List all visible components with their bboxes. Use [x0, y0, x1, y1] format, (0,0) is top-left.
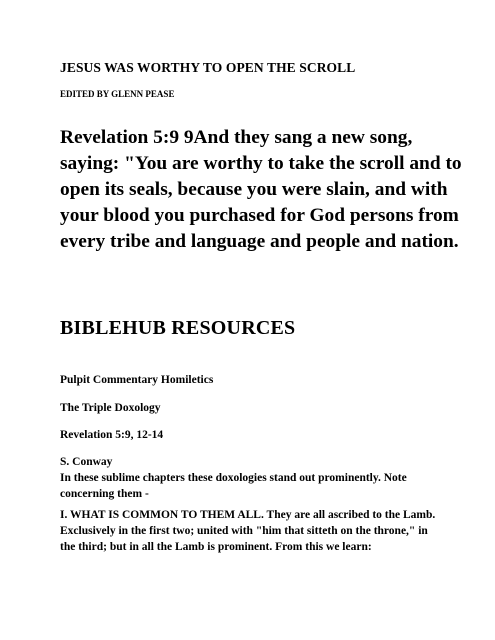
- intro-paragraph: [60, 470, 407, 502]
- sermon-topic: The Triple Doxology: [60, 402, 161, 414]
- verse-line: saying: "You are worthy to take the scroll and to: [60, 153, 462, 174]
- verse-line: every tribe and language and people and nation.: [60, 231, 459, 252]
- document-title: JESUS WAS WORTHY TO OPEN THE SCROLL: [60, 60, 356, 75]
- scripture-reference: Revelation 5:9, 12-14: [60, 429, 164, 441]
- paragraph-line: concerning them -: [60, 488, 149, 500]
- paragraph-line: I. WHAT IS COMMON TO THEM ALL. They are all ascribed to the Lamb.: [60, 509, 436, 521]
- editor-credit: EDITED BY GLENN PEASE: [60, 89, 175, 99]
- section-heading: BIBLEHUB RESOURCES: [60, 317, 296, 339]
- verse-line: open its seals, because you were slain, and with: [60, 179, 448, 200]
- paragraph-line: Exclusively in the first two; united with "him that sitteth on the throne," in: [60, 525, 428, 537]
- author-name: S. Conway: [60, 456, 113, 468]
- verse-line: your blood you purchased for God persons from: [60, 205, 459, 226]
- commentary-source: Pulpit Commentary Homiletics: [60, 374, 214, 386]
- scripture-verse: [60, 125, 460, 255]
- verse-line: Revelation 5:9 9And they sang a new song,: [60, 127, 413, 148]
- paragraph-line: In these sublime chapters these doxologies stand out prominently. Note: [60, 472, 407, 484]
- point-one-paragraph: [60, 507, 435, 555]
- paragraph-line: the third; but in all the Lamb is prominent. From this we learn:: [60, 541, 372, 553]
